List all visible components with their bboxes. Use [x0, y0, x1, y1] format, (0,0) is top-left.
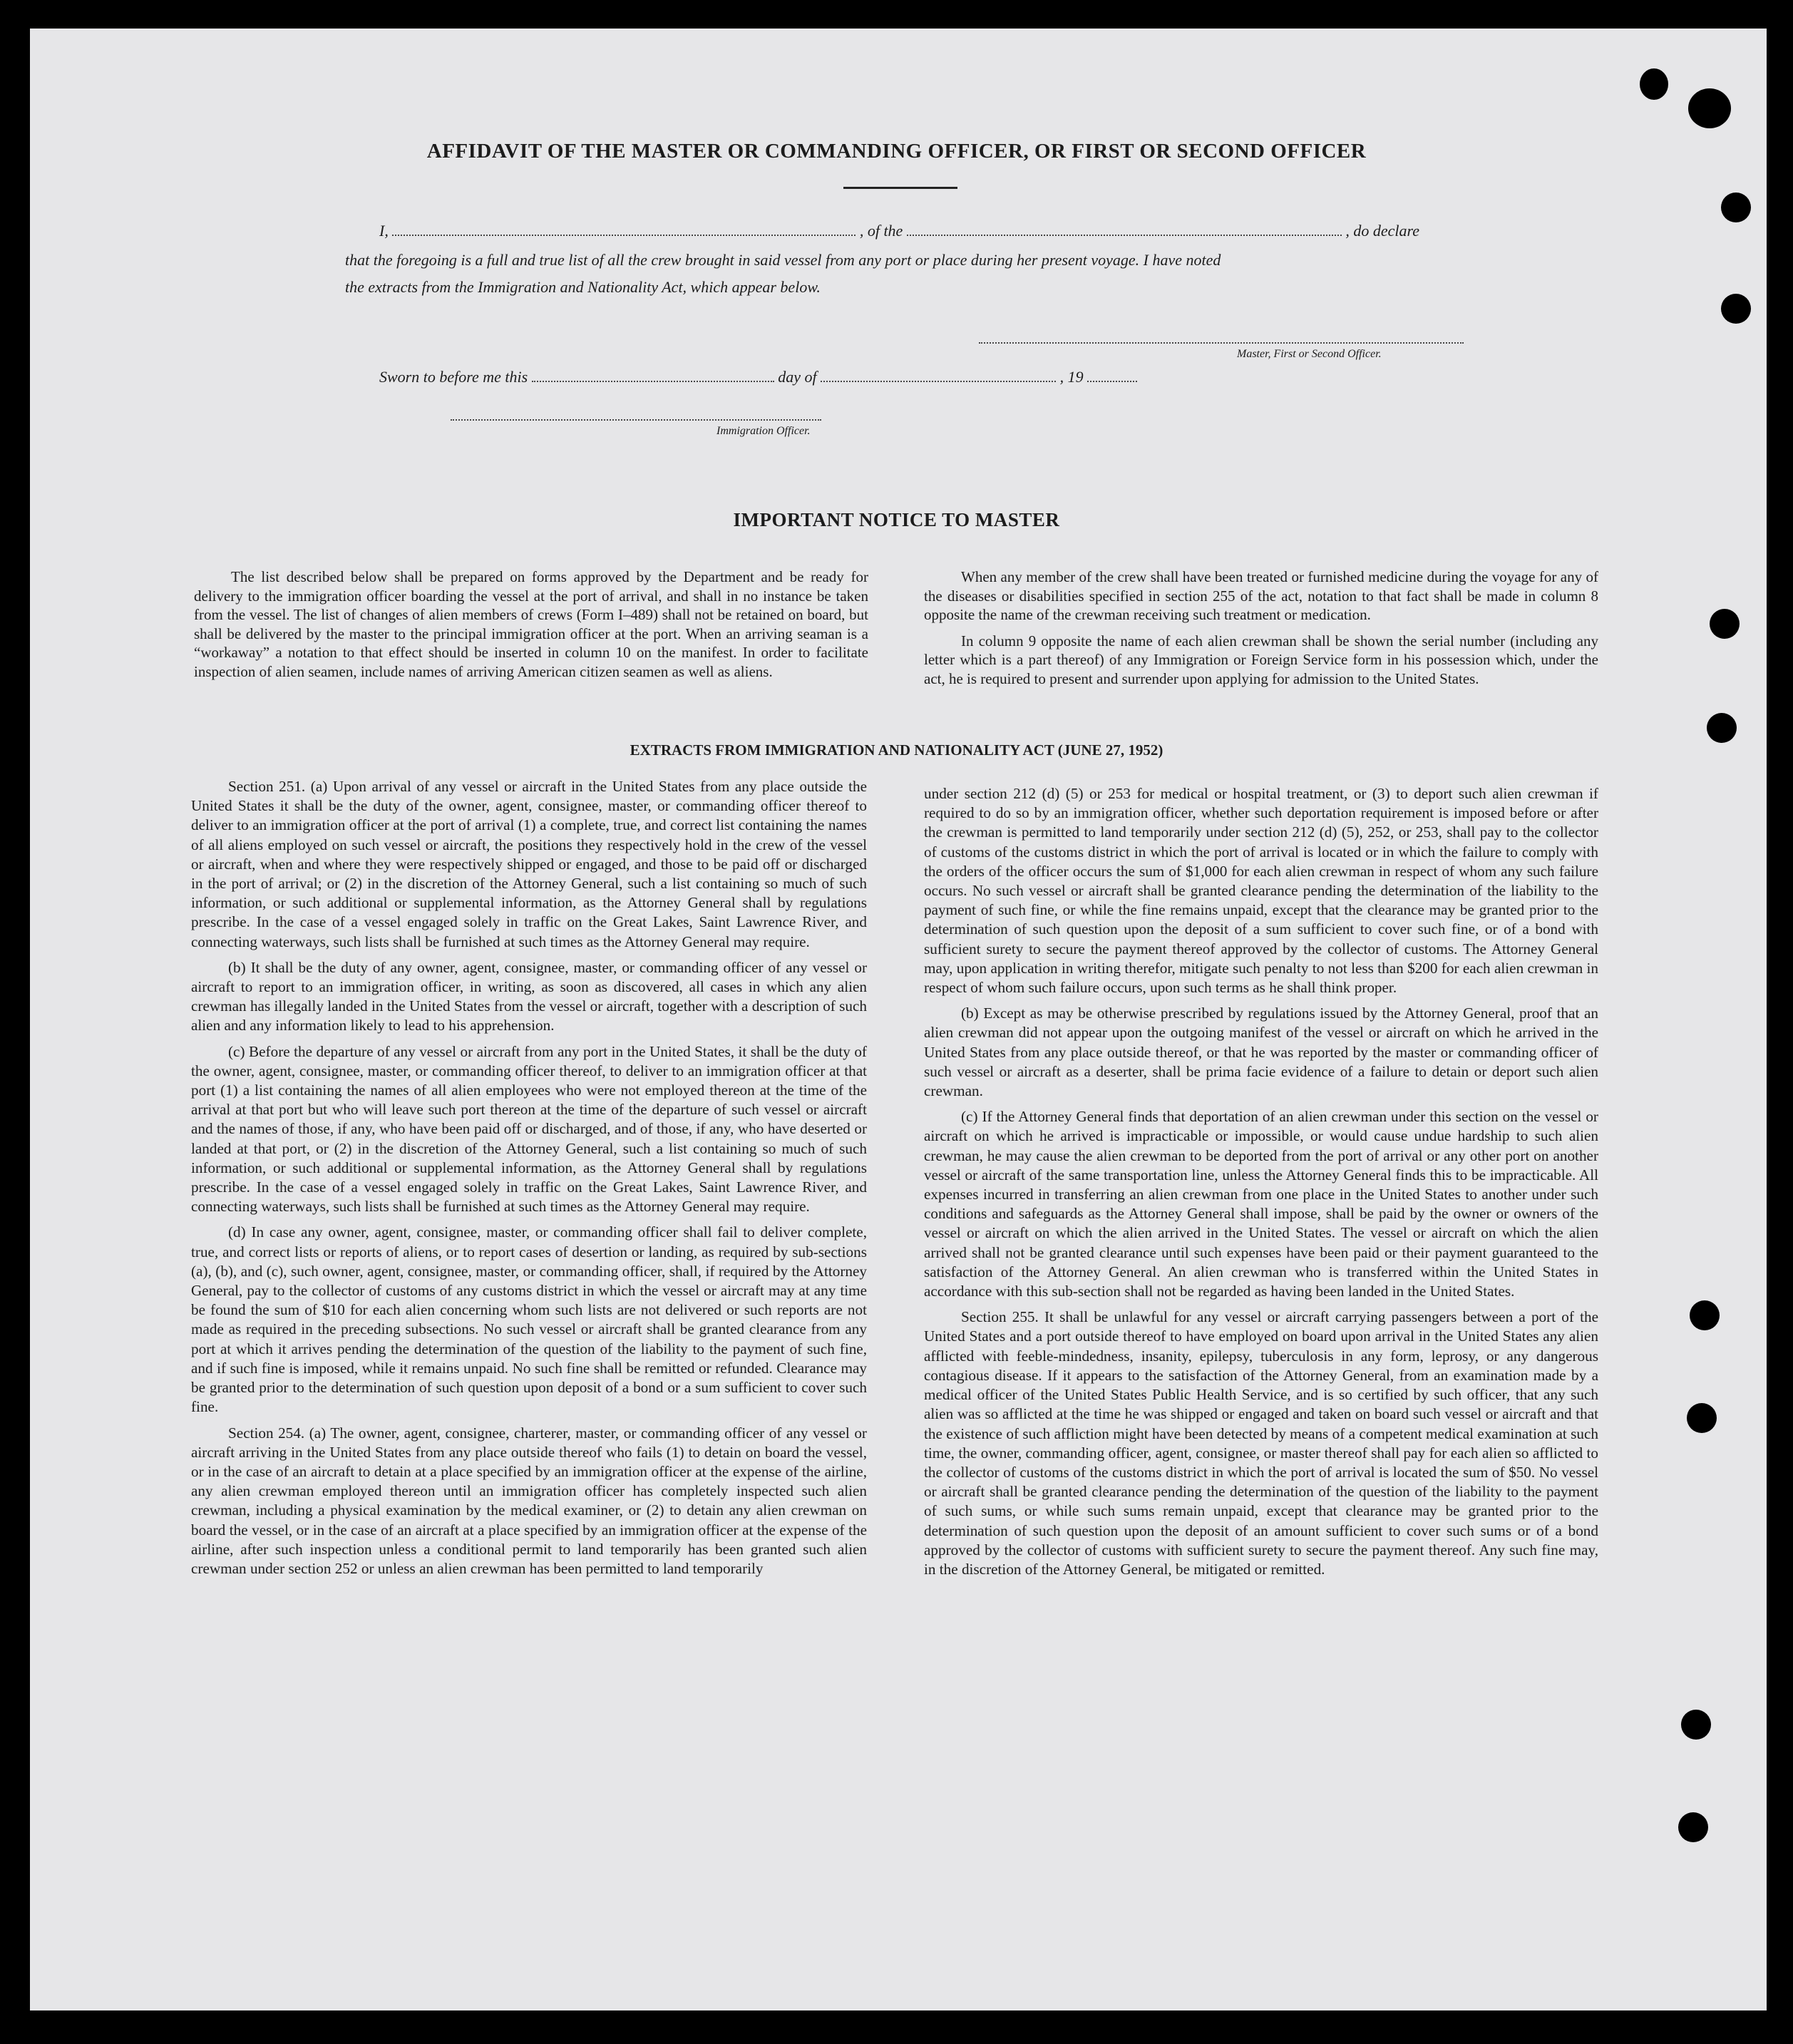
- sworn-day-of-label: day of: [778, 368, 817, 386]
- master-signature-line: [979, 342, 1464, 344]
- declare-do-label: , do declare: [1345, 222, 1419, 240]
- notice-left-paragraph: The list described below shall be prepared on forms approved by the Department and be ready for delivery to the immigration officer boarding the vessel at the port of arrival, and shall in no instance be taken from the vessel. The list of changes of alien members of crews (Form I–489) shall not be retained on board, but shall be delivered by the master to the principal immigration officer at the port. When an arriving seaman is a “workaway” a notation to that effect should be inserted in column 10 on the manifest. In order to facilitate inspection of alien seamen, include names of arriving American citizen seamen as well as aliens.: [194, 568, 868, 680]
- binder-hole: [1721, 192, 1751, 222]
- statement-line-2: the extracts from the Immigration and Nationality Act, which appear below.: [345, 278, 821, 296]
- binder-hole: [1710, 609, 1740, 639]
- statement-line-1: that the foregoing is a full and true list of all the crew brought in said vessel from any port or place during her present voyage. I have noted: [345, 251, 1221, 269]
- declaration-line: [379, 222, 1419, 240]
- section-251a-paragraph: Section 251. (a) Upon arrival of any vessel or aircraft in the United States from any place outside the United States it shall be the duty of the owner, agent, consignee, master, or commanding officer thereof to deliver to an immigration officer at the port of arrival (1) a complete, true, and correct list containing the names of all aliens employed on such vessel or aircraft, the positions they respectively hold in the crew of the vessel or aircraft, when and where they were respectively shipped or engaged, and those to be paid off or discharged in the port of arrival; or (2) in the discretion of the Attorney General, such a list containing so much of such information, or such additional or supplemental information, as the Attorney General shall by regulations prescribe. In the case of a vessel engaged solely in traffic on the Great Lakes, Saint Lawrence River, and connecting waterways, such lists shall be furnished at such times as the Attorney General may require.: [191, 778, 867, 950]
- binder-hole: [1707, 713, 1737, 743]
- declare-of-the-label: , of the: [859, 222, 903, 240]
- officer-caption: Immigration Officer.: [716, 425, 811, 437]
- binder-hole: [1678, 1812, 1708, 1842]
- vessel-blank: [907, 222, 1342, 236]
- binder-hole: [1687, 1403, 1717, 1433]
- affidavit-title: AFFIDAVIT OF THE MASTER OR COMMANDING OFFICER, OR FIRST OR SECOND OFFICER: [426, 140, 1367, 163]
- sworn-month-blank: [821, 368, 1056, 382]
- section-254c-paragraph: (c) If the Attorney General finds that deportation of an alien crewman under this section on the vessel or aircraft on which he arrived is impracticable or impossible, or would cause undue hardship to such alien crewman, he may cause the alien crewman to be deported from the port of arrival or any other port on another vessel or aircraft of the same transportation line, unless the Attorney General finds this to be impracticable. All expenses incurred in transferring an alien crewman from one place in the United States to another under such conditions and safeguards as the Attorney General shall impose, shall be paid by the owner or owners of the vessel or aircraft on which the alien arrived in the United States. The vessel or aircraft on which the alien arrived shall not be granted clearance until such expenses have been paid or their payment guaranteed to the satisfaction of the Attorney General. An alien crewman who is transferred within the United States in accordance with this sub-section shall not be regarded as having been landed in the United States.: [924, 1108, 1598, 1300]
- officer-signature-line: [451, 419, 821, 421]
- section-251b-paragraph: (b) It shall be the duty of any owner, agent, consignee, master, or commanding officer of any vessel or aircraft to report to an immigration officer, in writing, as soon as discovered, all cases in which any alien crewman has illegally landed in the United States from the vessel or aircraft, together with a description of such alien and any information likely to lead to his apprehension.: [191, 958, 867, 1034]
- sworn-year-blank: [1087, 368, 1137, 382]
- binder-hole: [1690, 1300, 1720, 1330]
- notice-left-column: [194, 568, 868, 688]
- notice-right-paragraph-2: In column 9 opposite the name of each alien crewman shall be shown the serial number (including any letter which is a part thereof) of any Immigration or Foreign Service form in his possession which, under the act, he is required to present and surrender upon applying for admission to the United States.: [924, 632, 1598, 687]
- sworn-day-blank: [532, 368, 774, 382]
- extracts-left-column: [191, 777, 867, 1585]
- section-251d-paragraph: (d) In case any owner, agent, consignee, master, or commanding officer shall fail to deliver complete, true, and correct lists or reports of aliens, or to report cases of desertion or landing, as required by sub-sections (a), (b), and (c), such owner, agent, consignee, master, or commanding officer, shall, if required by the Attorney General, pay to the collector of customs of any customs district in which the vessel or aircraft may at any time be found the sum of $10 for each alien concerning whom such lists are not delivered or such reports are not made as required in the preceding subsections. No such vessel or aircraft shall be granted clearance from any port at which it arrives pending the determination of the question of the liability to the payment of such fine, and if such fine is imposed, while it remains unpaid. No such fine shall be remitted or refunded. Clearance may be granted prior to the determination of such question upon deposit of a bond or a sum sufficient to cover such fine.: [191, 1223, 867, 1416]
- section-254a-continued-paragraph: under section 212 (d) (5) or 253 for medical or hospital treatment, or (3) to deport such alien crewman if required to do so by an immigration officer, whether such deportation requirement is imposed before or after the crewman is permitted to land temporarily under section 212 (d) (5), 252, or 253, shall pay to the collector of customs of the customs district in which the port of arrival is located or in which the failure to comply with the orders of the officer occurs the sum of $1,000 for each alien crewman in respect of whom any such failure occurs. No such vessel or aircraft shall be granted clearance pending the determination of the liability to the payment of such fine, or while the fine remains unpaid, except that the clearance may be granted prior to the determination of such question upon the deposit of a sum sufficient to cover such fine, or of a bond with sufficient surety to secure the payment thereof approved by the collector of customs. The Attorney General may, upon application in writing therefor, mitigate such penalty to not less than $200 for each alien crewman in respect of whom such failure occurs, upon such terms as he shall think proper.: [924, 785, 1598, 997]
- master-caption: Master, First or Second Officer.: [1237, 348, 1382, 360]
- name-blank: [392, 222, 856, 236]
- binder-hole: [1681, 1710, 1711, 1740]
- title-rule: [843, 187, 957, 189]
- declare-i-label: I,: [379, 222, 389, 240]
- extracts-right-column: [924, 784, 1598, 1586]
- sworn-line: [379, 368, 1137, 386]
- notice-right-paragraph-1: When any member of the crew shall have been treated or furnished medicine during the voyage for any of the diseases or disabilities specified in section 255 of the act, notation to that fact shall be made in column 8 opposite the name of the crewman receiving such treatment or medication.: [924, 568, 1598, 623]
- notice-right-column: [924, 568, 1598, 695]
- sworn-year-label: , 19: [1059, 368, 1084, 386]
- section-255-paragraph: Section 255. It shall be unlawful for any vessel or aircraft carrying passengers between a port of the United States and a port outside thereof to have employed on board upon arrival in the United States any alien afflicted with feeble-mindedness, insanity, epilepsy, tuberculosis in any form, leprosy, or any dangerous contagious disease. If it appears to the satisfaction of the Attorney General, from an examination made by a medical officer of the United States Public Health Service, and is so certified by such officer, that any such alien was so afflicted at the time he was shipped or engaged and taken on board such vessel or aircraft and that the existence of such affliction might have been detected by means of a competent medical examination at such time, the owner, commanding officer, agent, consignee, or master thereof shall pay for each alien so afflicted to the collector of customs of the customs district in which the port of arrival is located the sum of $50. No vessel or aircraft shall be granted clearance pending the determination of the question of the liability to the payment of such sums, or while such sums remain unpaid, except that clearance may be granted prior to the determination of such question upon the deposit of an amount sufficient to cover such sums or of a bond approved by the collector of customs with sufficient surety to secure the payment thereof. Any such fine may, in the discretion of the Attorney General, be mitigated or remitted.: [924, 1308, 1598, 1578]
- ink-blot-mark: [1688, 88, 1731, 128]
- binder-hole: [1721, 294, 1751, 324]
- extracts-title: EXTRACTS FROM IMMIGRATION AND NATIONALITY ACT (JUNE 27, 1952): [630, 741, 1163, 759]
- section-254a-paragraph: Section 254. (a) The owner, agent, consignee, charterer, master, or commanding officer of any vessel or aircraft arriving in the United States from any place outside thereof who fails (1) to detain on board the vessel, or in the case of an aircraft to detain at a place specified by an immigration officer at the expense of the airline, any alien crewman employed thereon until an immigration officer has completely inspected such alien crewman, including a physical examination by the medical examiner, or (2) to detain any alien crewman on board the vessel, or in the case of an aircraft at a place specified by an immigration officer at the expense of the airline, after such inspection unless a conditional permit to land temporarily has been granted such alien crewman under section 252 or unless an alien crewman has been permitted to land temporarily: [191, 1424, 867, 1577]
- ink-blot-mark: [1640, 68, 1668, 100]
- section-254b-paragraph: (b) Except as may be otherwise prescribed by regulations issued by the Attorney General, proof that an alien crewman did not appear upon the outgoing manifest of the vessel or aircraft on which he arrived in the United States from any place outside thereof, or that he was reported by the master or commanding officer of such vessel or aircraft as a deserter, shall be prima facie evidence of a failure to detain or deport such alien crewman.: [924, 1005, 1598, 1100]
- section-251c-paragraph: (c) Before the departure of any vessel or aircraft from any port in the United States, it shall be the duty of the owner, agent, consignee, master, or commanding officer thereof, to deliver to an immigration officer at that port (1) a list containing the names of all alien employees who were not employed thereon at the time of the arrival at that port but who will leave such port thereon at the time of the departure of such vessel or aircraft and the names of those, if any, who have been paid off or discharged, and of those, if any, who have deserted or landed at that port, or (2) in the discretion of the Attorney General, such a list containing so much of such information, or such additional or supplemental information, as the Attorney General shall by regulations prescribe. In the case of a vessel engaged solely in traffic on the Great Lakes, Saint Lawrence River, and connecting waterways, such lists shall be furnished at such times as the Attorney General may require.: [191, 1042, 867, 1216]
- notice-title: IMPORTANT NOTICE TO MASTER: [733, 509, 1060, 530]
- sworn-prefix-label: Sworn to before me this: [379, 368, 528, 386]
